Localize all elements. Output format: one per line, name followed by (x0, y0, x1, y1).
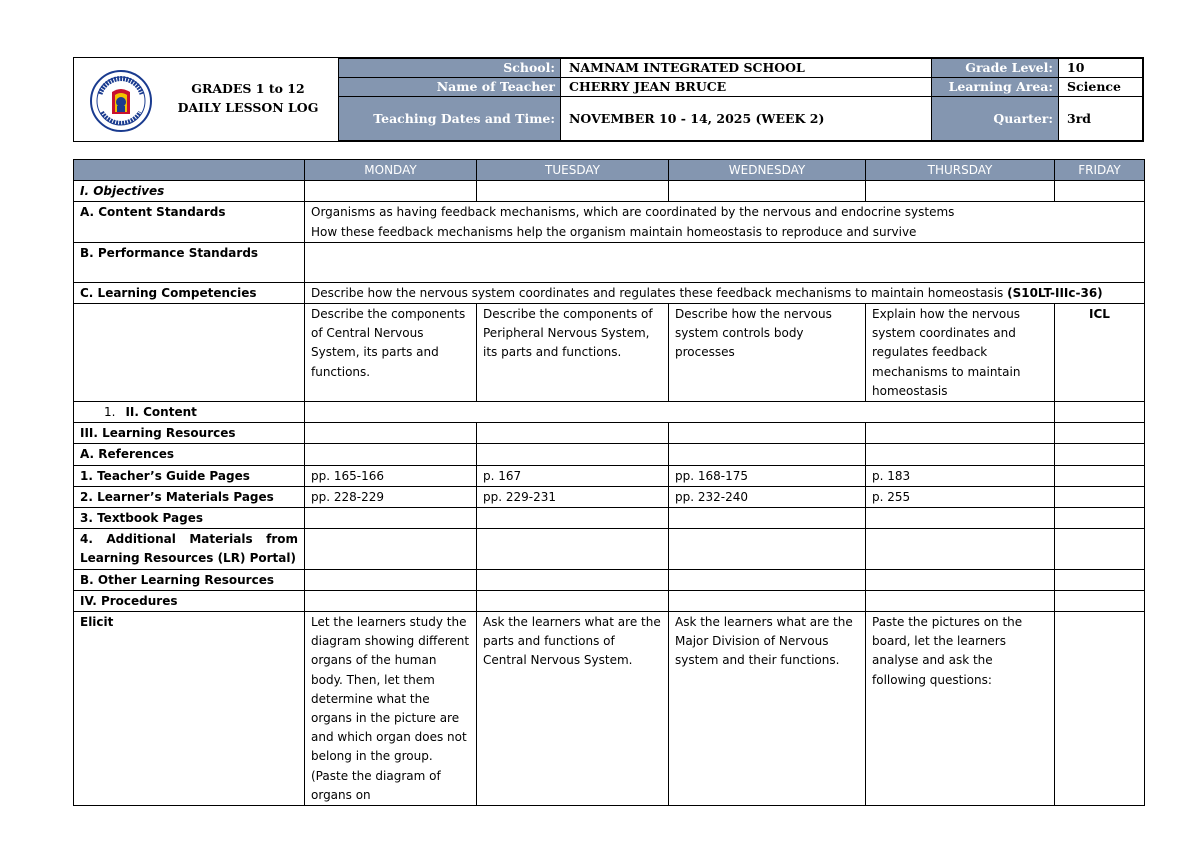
teacher-label: Name of Teacher (338, 77, 561, 97)
competency-thursday: Explain how the nervous system coordinates and regulates feedback mechanisms to maintain homeostasis (866, 304, 1055, 402)
dates-label: Teaching Dates and Time: (338, 96, 561, 141)
learners-materials-row (74, 486, 1145, 507)
procedures-label: IV. Procedures (74, 590, 305, 611)
competency-monday: Describe the components of Central Nervous System, its parts and functions. (305, 304, 477, 402)
content-value (305, 402, 1055, 423)
procedures-row (74, 590, 1145, 611)
day-header-monday: MONDAY (305, 160, 477, 181)
lm-wednesday: pp. 232-240 (669, 486, 866, 507)
content-label: II. Content (125, 405, 197, 420)
lesson-log-header (73, 57, 1144, 142)
elicit-tuesday: Ask the learners what are the parts and functions of Central Nervous System. (477, 612, 669, 806)
competencies-text: Describe how the nervous system coordinates and regulates these feedback mechanisms to maintain homeostasis (311, 285, 1004, 300)
tg-thursday: p. 183 (866, 465, 1055, 486)
elicit-label: Elicit (74, 612, 305, 806)
competency-wednesday: Describe how the nervous system controls body processes (669, 304, 866, 402)
additional-materials-row (74, 529, 1145, 569)
competencies-value (305, 282, 1145, 303)
lm-thursday: p. 255 (866, 486, 1055, 507)
content-standards-value (305, 202, 1145, 242)
deped-seal-icon (90, 70, 152, 132)
textbook-row (74, 508, 1145, 529)
other-resources-row (74, 569, 1145, 590)
content-number: 1. (104, 405, 116, 420)
quarter-label: Quarter: (931, 96, 1059, 141)
day-header-wednesday: WEDNESDAY (669, 160, 866, 181)
grade-level-label: Grade Level: (931, 58, 1059, 78)
additional-materials-label: 4. Additional Materials from Learning Resources (LR) Portal) (74, 529, 305, 569)
logo-title-cell (74, 58, 338, 141)
objectives-row (74, 181, 1145, 202)
content-standards-label: A. Content Standards (74, 202, 305, 242)
day-header-thursday: THURSDAY (866, 160, 1055, 181)
days-header-row (74, 160, 1145, 181)
competencies-row (74, 282, 1145, 303)
tg-monday: pp. 165-166 (305, 465, 477, 486)
textbook-label: 3. Textbook Pages (74, 508, 305, 529)
performance-standards-label: B. Performance Standards (74, 242, 305, 282)
competency-tuesday: Describe the components of Peripheral Nervous System, its parts and functions. (477, 304, 669, 402)
competencies-code: (S10LT-IIIc-36) (1007, 285, 1103, 300)
teachers-guide-row (74, 465, 1145, 486)
tg-tuesday: p. 167 (477, 465, 669, 486)
day-header-friday: FRIDAY (1055, 160, 1145, 181)
performance-standards-value (305, 242, 1145, 282)
learning-resources-label: III. Learning Resources (74, 423, 305, 444)
content-standards-line-2: How these feedback mechanisms help the organism maintain homeostasis to reproduce and survive (311, 224, 917, 239)
learning-area-label: Learning Area: (931, 77, 1059, 97)
learning-resources-row (74, 423, 1145, 444)
competencies-label: C. Learning Competencies (74, 282, 305, 303)
title-line-2: DAILY LESSON LOG (177, 100, 319, 115)
day-header-tuesday: TUESDAY (477, 160, 669, 181)
grade-level-value: 10 (1058, 58, 1143, 78)
elicit-row (74, 612, 1145, 806)
references-row (74, 444, 1145, 465)
header-blank-cell (74, 160, 305, 181)
lm-friday (1055, 486, 1145, 507)
document-title (166, 79, 330, 117)
content-standards-row (74, 202, 1145, 242)
quarter-value: 3rd (1058, 96, 1143, 141)
teacher-value: CHERRY JEAN BRUCE (560, 77, 932, 97)
tg-friday (1055, 465, 1145, 486)
teachers-guide-label: 1. Teacher’s Guide Pages (74, 465, 305, 486)
content-standards-line-1: Organisms as having feedback mechanisms, which are coordinated by the nervous and endocrine systems (311, 205, 955, 220)
competency-friday: ICL (1055, 304, 1145, 402)
tg-wednesday: pp. 168-175 (669, 465, 866, 486)
lm-monday: pp. 228-229 (305, 486, 477, 507)
other-resources-label: B. Other Learning Resources (74, 569, 305, 590)
elicit-monday: Let the learners study the diagram showing different organs of the human body. Then, let them determine what the organs in the picture are and which organ does not belong in the group. (Paste the diagram of organs on (305, 612, 477, 806)
title-line-1: GRADES 1 to 12 (191, 81, 305, 96)
elicit-thursday: Paste the pictures on the board, let the learners analyse and ask the following questions: (866, 612, 1055, 806)
school-value: NAMNAM INTEGRATED SCHOOL (560, 58, 932, 78)
elicit-wednesday: Ask the learners what are the Major Division of Nervous system and their functions. (669, 612, 866, 806)
learning-area-value: Science (1058, 77, 1143, 97)
elicit-friday (1055, 612, 1145, 806)
school-label: School: (338, 58, 561, 78)
references-label: A. References (74, 444, 305, 465)
performance-standards-row (74, 242, 1145, 282)
content-row (74, 402, 1145, 423)
daily-lesson-log-table (73, 159, 1145, 806)
lm-tuesday: pp. 229-231 (477, 486, 669, 507)
content-label-cell (74, 402, 305, 423)
daily-competencies-row (74, 304, 1145, 402)
objectives-label: I. Objectives (74, 181, 305, 202)
learners-materials-label: 2. Learner’s Materials Pages (74, 486, 305, 507)
dates-value: NOVEMBER 10 - 14, 2025 (WEEK 2) (560, 96, 932, 141)
